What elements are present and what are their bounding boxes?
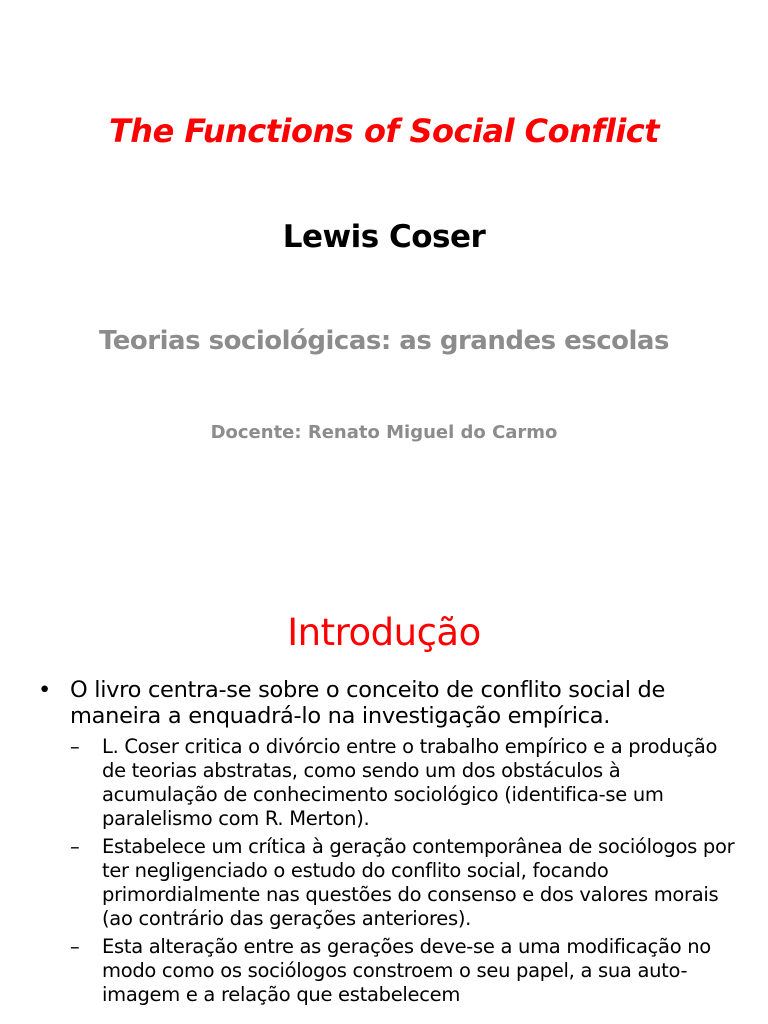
author-name: Lewis Coser	[282, 219, 486, 255]
dash-icon: –	[70, 935, 80, 958]
sub-list-item	[70, 735, 738, 831]
introduction-slide	[0, 576, 768, 1024]
sub-item-text: L. Coser critica o divórcio entre o trabalho empírico e a produção de teorias abstratas, como sendo um dos obstáculos à acumulação de conhecimento sociológico (identifica-se um paralelismo com R. Merton).	[102, 735, 718, 830]
sub-list-item	[70, 835, 738, 931]
course-name: Teorias sociológicas: as grandes escolas	[99, 326, 669, 356]
bullet-icon: •	[38, 677, 51, 703]
sub-list-item	[70, 935, 738, 1007]
sub-item-text: Esta alteração entre as gerações deve-se a uma modificação no modo como os sociólogos constroem o seu papel, a sua auto-imagem e a relação que estabelecem	[102, 935, 711, 1006]
dash-icon: –	[70, 835, 80, 858]
sub-bullet-list	[70, 735, 738, 1007]
bullet-text: O livro centra-se sobre o conceito de conflito social de maneira a enquadrá-lo na investigação empírica.	[70, 677, 666, 729]
list-item	[38, 677, 738, 1007]
slide-title: The Functions of Social Conflict	[108, 112, 660, 150]
teacher-name: Docente: Renato Miguel do Carmo	[210, 422, 558, 443]
sub-item-text: Estabelece um crítica à geração contemporânea de sociólogos por ter negligenciado o estudo do conflito social, focando primordialmente nas questões do consenso e dos valores morais (ao contrário das gerações anteriores).	[102, 835, 735, 930]
dash-icon: –	[70, 735, 80, 758]
section-heading: Introdução	[287, 611, 481, 654]
bullet-list	[38, 677, 738, 1011]
